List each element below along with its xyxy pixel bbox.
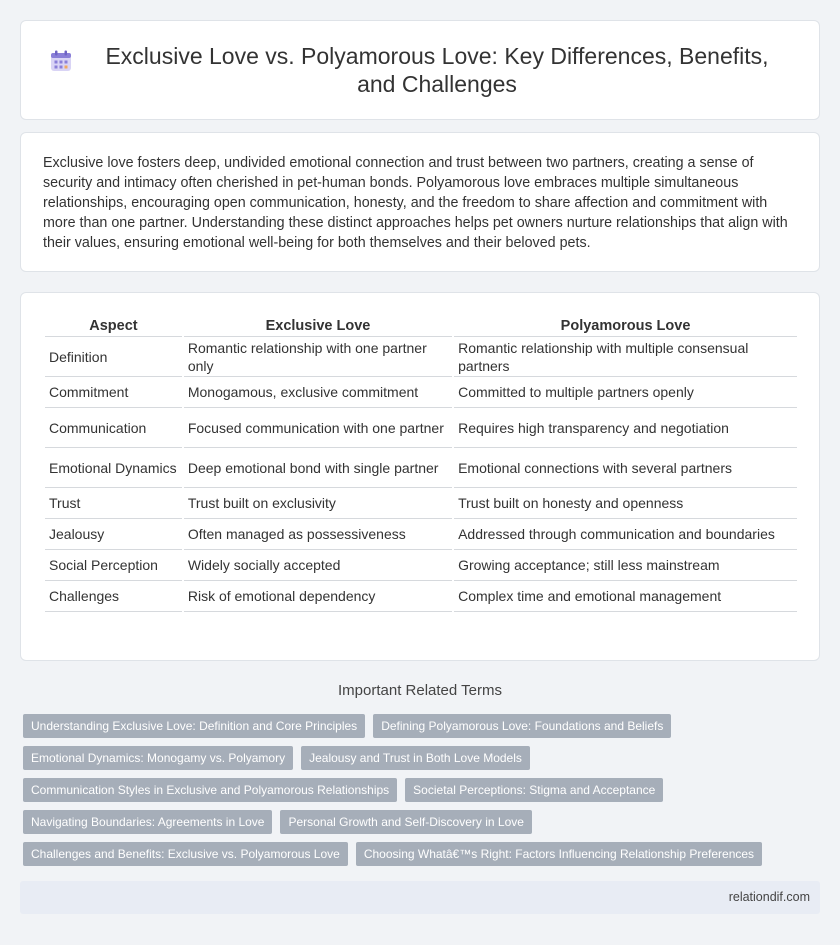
header-aspect: Aspect [45, 307, 182, 337]
cell-polyamorous: Addressed through communication and boundaries [454, 519, 797, 550]
intro-card [20, 132, 820, 272]
chip-row [23, 810, 783, 834]
comparison-table-card [20, 292, 820, 661]
cell-polyamorous: Growing acceptance; still less mainstream [454, 550, 797, 581]
table-header-row [45, 307, 797, 337]
cell-exclusive: Widely socially accepted [184, 550, 452, 581]
cell-exclusive: Monogamous, exclusive commitment [184, 377, 452, 408]
comparison-table [43, 307, 799, 612]
related-term-chip[interactable]: Societal Perceptions: Stigma and Acceptance [405, 778, 663, 802]
cell-polyamorous: Romantic relationship with multiple consensual partners [454, 337, 797, 377]
cell-aspect: Jealousy [45, 519, 182, 550]
related-terms-list [23, 714, 783, 874]
cell-aspect: Communication [45, 408, 182, 448]
cell-polyamorous: Complex time and emotional management [454, 581, 797, 612]
chip-row [23, 746, 783, 770]
cell-polyamorous: Committed to multiple partners openly [454, 377, 797, 408]
title-card [20, 20, 820, 120]
footer-site-link[interactable]: relationdif.com [728, 890, 810, 904]
related-term-chip[interactable]: Personal Growth and Self-Discovery in Love [280, 810, 531, 834]
related-term-chip[interactable]: Choosing Whatâ€™s Right: Factors Influencing Relationship Preferences [356, 842, 762, 866]
related-term-chip[interactable]: Defining Polyamorous Love: Foundations and Beliefs [373, 714, 671, 738]
cell-exclusive: Deep emotional bond with single partner [184, 448, 452, 488]
table-row [45, 581, 797, 612]
related-term-chip[interactable]: Navigating Boundaries: Agreements in Love [23, 810, 272, 834]
table-row [45, 377, 797, 408]
related-terms-heading: Important Related Terms [338, 682, 502, 699]
related-term-chip[interactable]: Communication Styles in Exclusive and Polyamorous Relationships [23, 778, 397, 802]
cell-aspect: Definition [45, 337, 182, 377]
cell-polyamorous: Emotional connections with several partners [454, 448, 797, 488]
table-row [45, 488, 797, 519]
title-wrap [50, 42, 790, 98]
cell-exclusive: Often managed as possessiveness [184, 519, 452, 550]
footer [20, 881, 820, 914]
cell-exclusive: Trust built on exclusivity [184, 488, 452, 519]
page-title: Exclusive Love vs. Polyamorous Love: Key Differences, Benefits, and Challenges [105, 43, 769, 97]
cell-polyamorous: Requires high transparency and negotiation [454, 408, 797, 448]
chip-row [23, 842, 783, 866]
table-row [45, 448, 797, 488]
cell-aspect: Social Perception [45, 550, 182, 581]
related-term-chip[interactable]: Challenges and Benefits: Exclusive vs. Polyamorous Love [23, 842, 348, 866]
related-term-chip[interactable]: Emotional Dynamics: Monogamy vs. Polyamory [23, 746, 293, 770]
header-polyamorous-love: Polyamorous Love [454, 307, 797, 337]
header-exclusive-love: Exclusive Love [184, 307, 452, 337]
cell-exclusive: Risk of emotional dependency [184, 581, 452, 612]
chip-row [23, 778, 783, 802]
cell-aspect: Challenges [45, 581, 182, 612]
cell-aspect: Trust [45, 488, 182, 519]
table-row [45, 337, 797, 377]
cell-exclusive: Romantic relationship with one partner only [184, 337, 452, 377]
table-row [45, 408, 797, 448]
related-term-chip[interactable]: Jealousy and Trust in Both Love Models [301, 746, 530, 770]
calendar-icon [50, 50, 72, 72]
cell-polyamorous: Trust built on honesty and openness [454, 488, 797, 519]
intro-paragraph: Exclusive love fosters deep, undivided emotional connection and trust between two partners, creating a sense of security and intimacy often cherished in pet-human bonds. Polyamorous love embraces multiple simultaneous relationships, encouraging open communication, honesty, and the freedom to share affection and commitment with more than one partner. Understanding these distinct approaches helps pet owners nurture relationships that align with their values, ensuring emotional well-being for both themselves and their beloved pets. [43, 155, 788, 251]
cell-aspect: Commitment [45, 377, 182, 408]
table-row [45, 550, 797, 581]
table-row [45, 519, 797, 550]
cell-exclusive: Focused communication with one partner [184, 408, 452, 448]
chip-row [23, 714, 783, 738]
cell-aspect: Emotional Dynamics [45, 448, 182, 488]
related-term-chip[interactable]: Understanding Exclusive Love: Definition and Core Principles [23, 714, 365, 738]
